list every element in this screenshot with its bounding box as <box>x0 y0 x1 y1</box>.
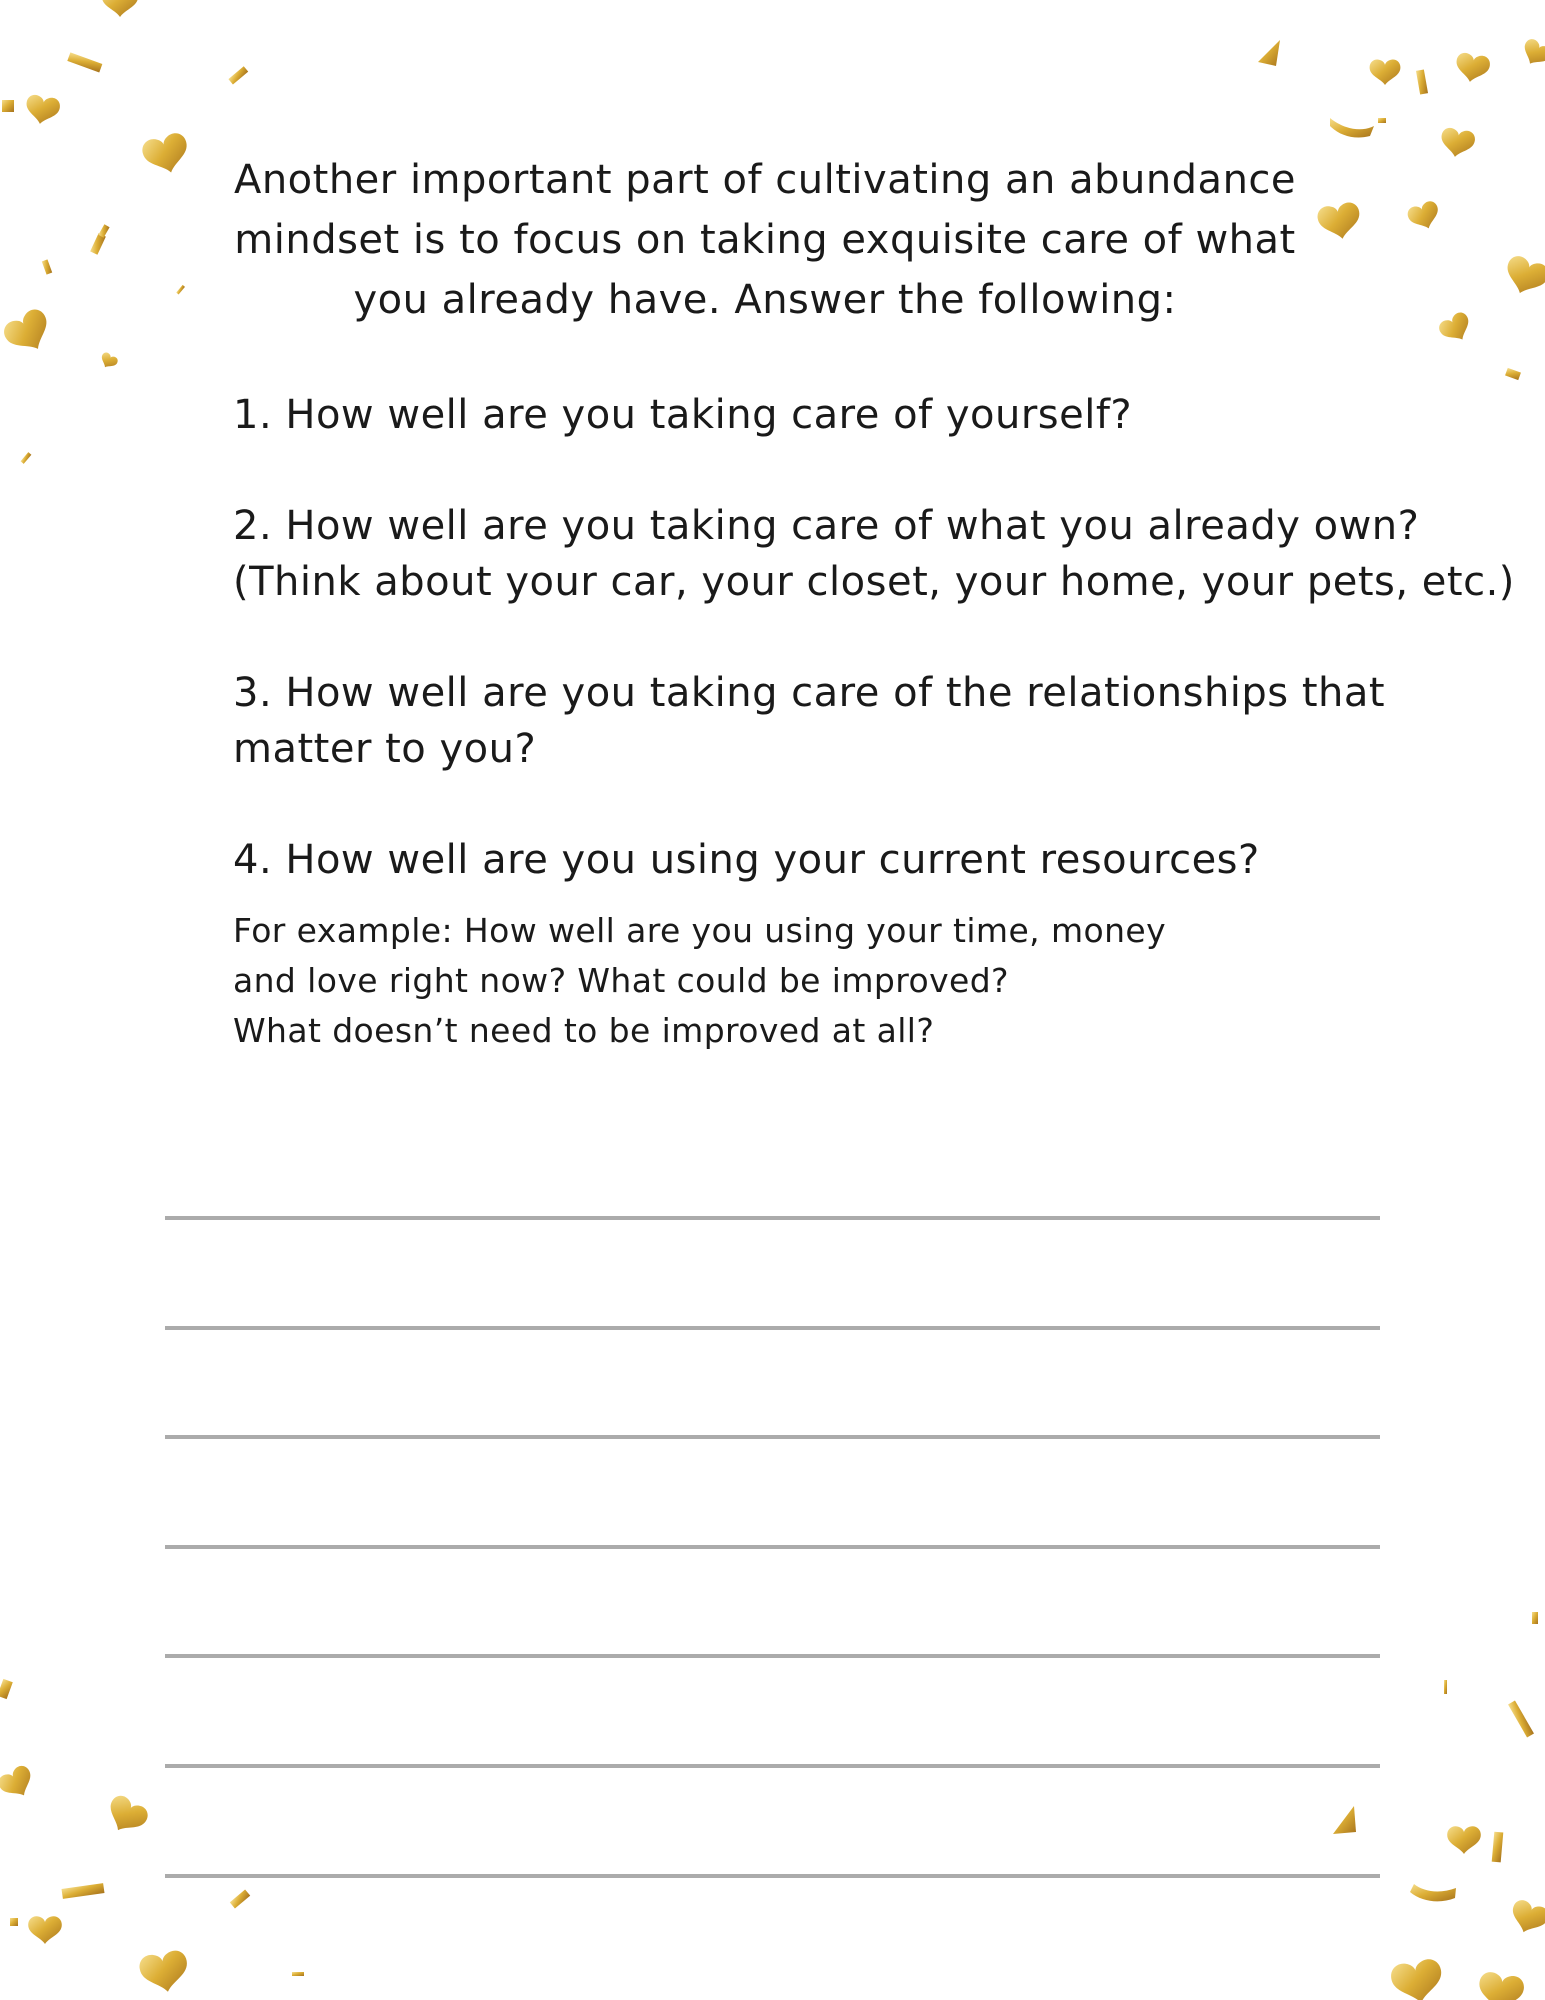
answer-line <box>165 1654 1380 1658</box>
heart-confetti-icon <box>23 94 61 127</box>
heart-confetti-icon <box>28 1916 62 1944</box>
question-line: matter to you? <box>233 726 537 772</box>
ribbon-confetti-icon <box>42 259 52 274</box>
ribbon-confetti-icon <box>0 1679 13 1699</box>
question-line: 1. How well are you taking care of yourself? <box>233 392 1133 438</box>
answer-line <box>165 1216 1380 1220</box>
ribbon-confetti-icon <box>1410 1884 1456 1901</box>
intro-line: you already have. Answer the following: <box>353 277 1177 323</box>
ribbon-confetti-icon <box>1416 69 1428 94</box>
heart-confetti-icon <box>0 306 57 361</box>
heart-confetti-icon <box>1438 127 1476 160</box>
heart-confetti-icon <box>1406 199 1444 233</box>
heart-confetti-icon <box>102 0 138 17</box>
ribbon-confetti-icon <box>1508 1701 1534 1738</box>
answer-line <box>165 1545 1380 1549</box>
intro-line: mindset is to focus on taking exquisite care of what <box>234 217 1296 263</box>
heart-confetti-icon <box>1389 1957 1446 2000</box>
question-line: 4. How well are you using your current resources? <box>233 837 1260 883</box>
ribbon-confetti-icon <box>2 100 14 112</box>
ribbon-confetti-icon <box>1492 1832 1504 1863</box>
heart-confetti-icon <box>98 351 120 371</box>
question-line: 2. How well are you taking care of what you already own? <box>233 503 1420 549</box>
heart-confetti-icon <box>1447 1826 1481 1854</box>
answer-lines-area <box>165 0 1380 2000</box>
ribbon-confetti-icon <box>21 452 32 464</box>
question-line: 3. How well are you taking care of the relationships that <box>233 670 1386 716</box>
ribbon-confetti-icon <box>1505 368 1521 380</box>
answer-line <box>165 1764 1380 1768</box>
example-line: For example: How well are you using your time, money <box>233 911 1167 950</box>
heart-confetti-icon <box>1475 1970 1526 2000</box>
ribbon-confetti-icon <box>10 1918 18 1926</box>
example-line: and love right now? What could be improved? <box>233 961 1009 1000</box>
ribbon-confetti-icon <box>62 1883 105 1899</box>
heart-confetti-icon <box>1436 310 1475 347</box>
heart-confetti-icon <box>1500 253 1545 300</box>
answer-line <box>165 1435 1380 1439</box>
answer-line <box>165 1874 1380 1878</box>
heart-confetti-icon <box>1506 1898 1545 1939</box>
question-line: (Think about your car, your closet, your home, your pets, etc.) <box>233 559 1515 605</box>
heart-confetti-icon <box>1518 37 1545 71</box>
ribbon-confetti-icon <box>1532 1612 1538 1624</box>
example-line: What doesn’t need to be improved at all? <box>233 1011 935 1050</box>
ribbon-confetti-icon <box>1444 1680 1447 1694</box>
intro-line: Another important part of cultivating an abundance <box>233 157 1297 203</box>
ribbon-confetti-icon <box>67 52 102 72</box>
heart-confetti-icon <box>1453 52 1491 85</box>
heart-confetti-icon <box>101 1792 151 1840</box>
heart-confetti-icon <box>0 1763 39 1804</box>
answer-line <box>165 1326 1380 1330</box>
